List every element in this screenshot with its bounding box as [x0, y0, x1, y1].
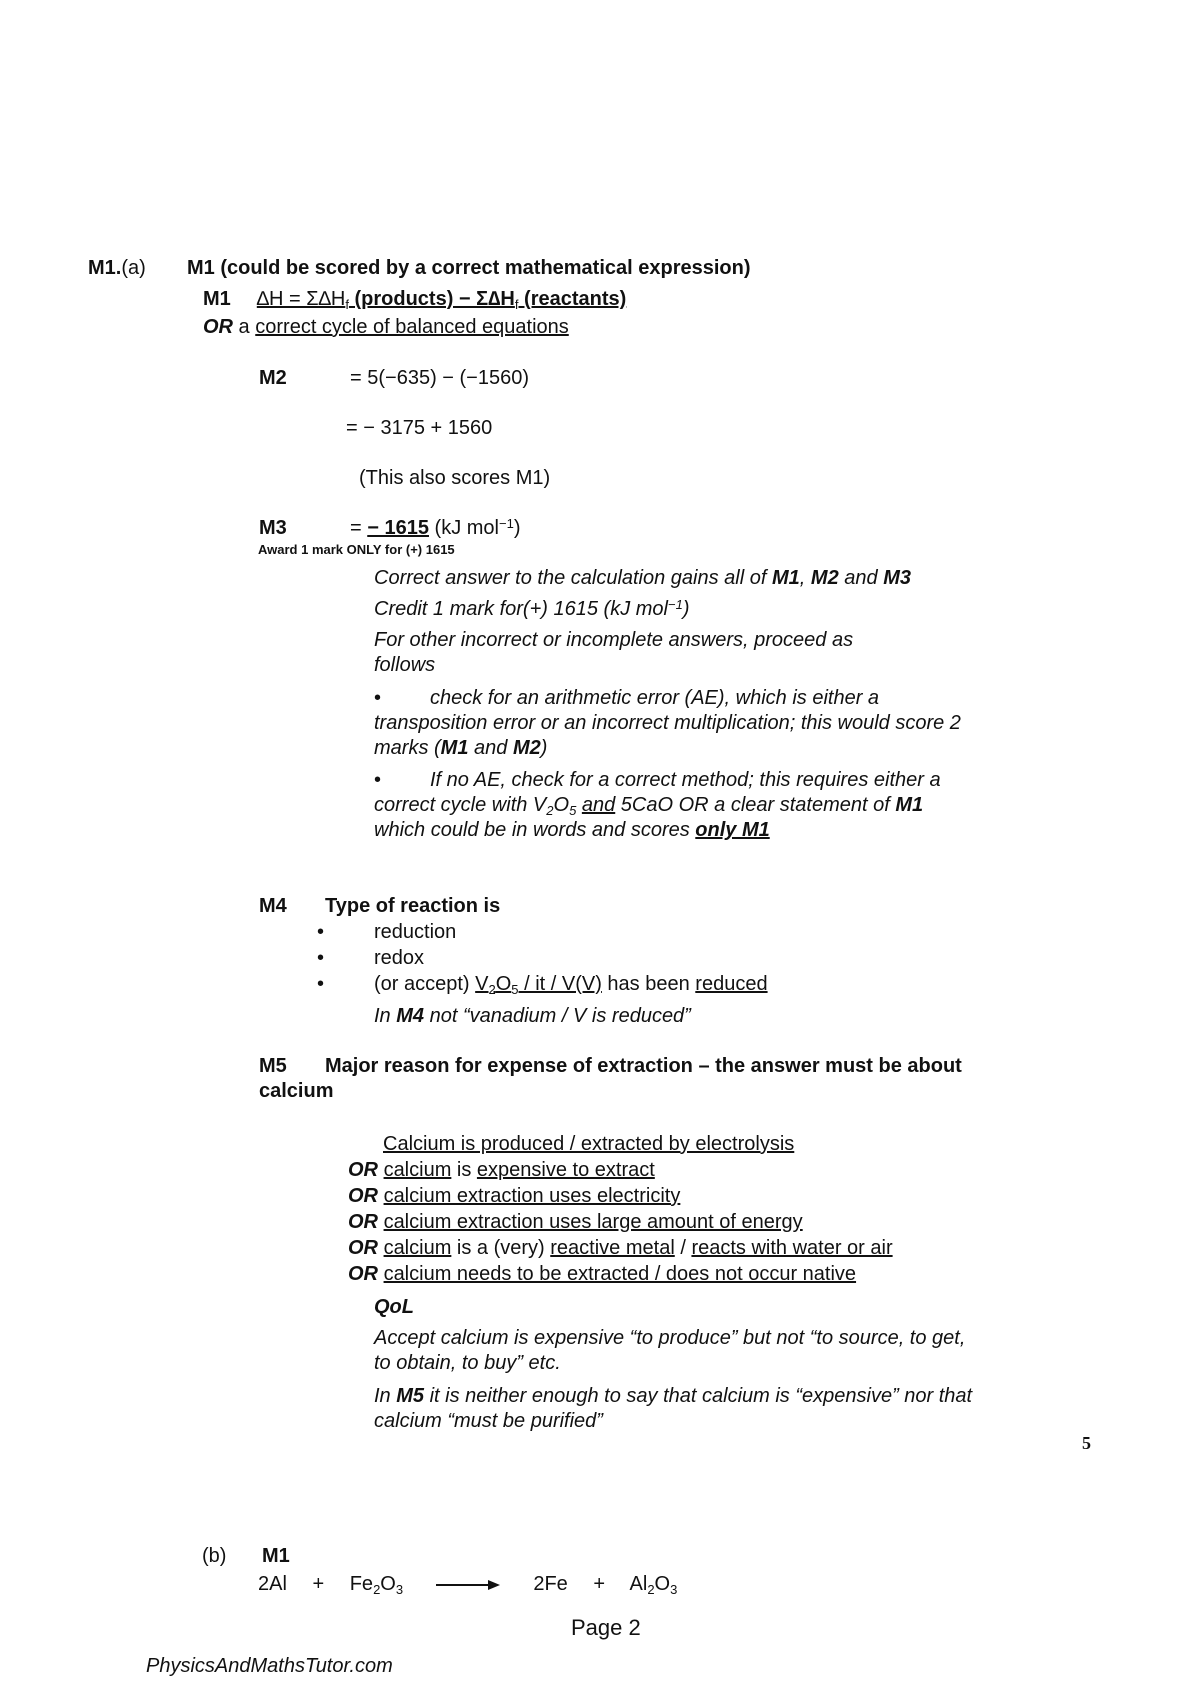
m2-line2: = − 3175 + 1560 — [346, 417, 493, 439]
m3-answer: = − 1615 (kJ mol$^{-1}$) — [350, 516, 521, 539]
m4-bullet-1: • — [317, 921, 325, 943]
m1-or-cycle: OR a correct cycle of balanced equations — [203, 316, 569, 338]
note-other-answers: For other incorrect or incomplete answers, proceed as follows — [374, 629, 854, 676]
part-b-equation: $2Al + Fe_2O_3$ $2Fe + Al_2O_3$ — [258, 1573, 678, 1597]
m5-note-accept: Accept calcium is expensive “to produce” but not “to source, to get, to obtain, to buy” etc. — [374, 1327, 966, 1374]
m4-title: Type of reaction is — [325, 895, 501, 917]
note-bullet-method: • If no AE, check for a correct method; this requires either a correct cycle with $V_2O_5$ and 5CaO OR a clear statement of M1 which could be in words and scores only M1 — [374, 769, 941, 841]
part-b-label: (b) — [202, 1545, 227, 1567]
m4-item-reduced: (or accept) $V_2O_5$ / it / V(V) has been reduced — [374, 973, 768, 997]
note-credit: Credit 1 mark for(+) 1615 (kJ mol$^{-1}$) — [374, 597, 690, 620]
m5-note-neither: In M5 it is neither enough to say that calcium is “expensive” nor that calcium “must be purified” — [374, 1385, 973, 1432]
marks-total: 5 — [1082, 1433, 1091, 1453]
note-correct-answer: Correct answer to the calculation gains all of M1, M2 and M3 — [374, 567, 911, 589]
footer-site: PhysicsAndMathsTutor.com — [146, 1655, 393, 1677]
m4-note: In M4 not “vanadium / V is reduced” — [374, 1005, 691, 1027]
m2-tag: M2 — [259, 367, 287, 389]
m5-line-expensive: OR calcium is expensive to extract — [348, 1159, 655, 1181]
m5-line-electricity: OR calcium extraction uses electricity — [348, 1185, 681, 1207]
m4-bullet-2: • — [317, 947, 325, 969]
m4-bullet-3: • — [317, 973, 325, 995]
m5-tag: M5 — [259, 1055, 287, 1077]
m5-line-native: OR calcium needs to be extracted / does not occur native — [348, 1263, 857, 1285]
m5-line-reactive: OR calcium is a (very) reactive metal / reacts with water or air — [348, 1237, 893, 1259]
m1-equation: M1 $\Delta H = \Sigma\Delta H_f$ (products) − $\Sigma\Delta H_f$ (reactants) — [203, 288, 627, 312]
m4-item-redox: redox — [374, 947, 425, 969]
m2-line3: (This also scores M1) — [359, 467, 551, 489]
m1-heading: M1 (could be scored by a correct mathematical expression) — [187, 257, 751, 279]
award-note: Award 1 mark ONLY for (+) 1615 — [258, 542, 455, 557]
m4-tag: M4 — [259, 895, 287, 917]
note-bullet-ae: • check for an arithmetic error (AE), which is either a transposition error or an incorrect multiplication; this would score 2 marks (M1 and M2) — [374, 687, 961, 759]
m2-line1: = 5(−635) − (−1560) — [350, 367, 530, 389]
m5-qol: QoL — [374, 1296, 414, 1318]
page-number: Page 2 — [571, 1615, 641, 1640]
question-label: M1.(a) — [88, 257, 146, 279]
m5-line-energy: OR calcium extraction uses large amount of energy — [348, 1211, 803, 1233]
m3-tag: M3 — [259, 517, 287, 539]
m4-item-reduction: reduction — [374, 921, 457, 943]
m5-line-electrolysis: Calcium is produced / extracted by electrolysis — [383, 1133, 795, 1155]
reaction-arrow-icon — [436, 1578, 500, 1592]
m5-title: Major reason for expense of extraction – the answer must be about calcium — [259, 1055, 962, 1102]
part-b-m1-tag: M1 — [262, 1545, 290, 1567]
